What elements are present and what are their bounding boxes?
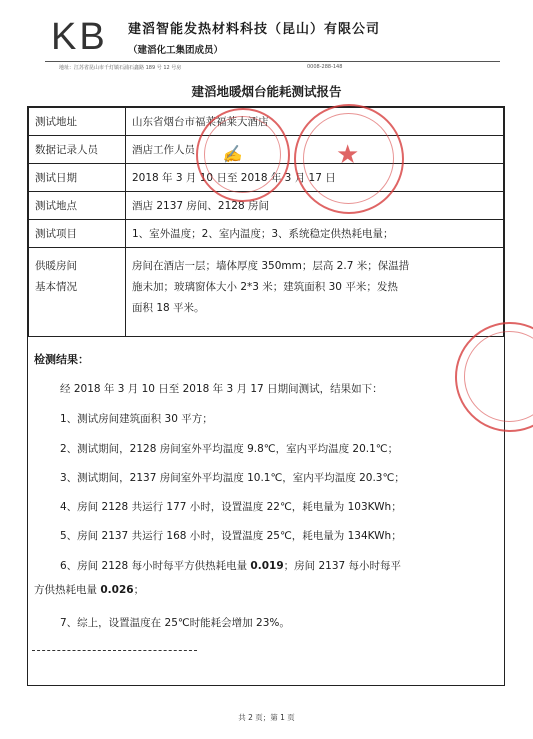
basic-line: 面积 18 平米。 (132, 302, 205, 314)
dashed-divider (32, 650, 197, 651)
result-item: 7、综上，设置温度在 25℃时能耗会增加 23%。 (60, 617, 290, 629)
result-item (60, 558, 401, 573)
info-label: 数据记录人员 (29, 136, 126, 164)
official-seal-left (196, 108, 290, 202)
basic-label-line1: 供暖房间 (35, 260, 77, 272)
info-value: 1、室外温度；2、室内温度；3、系统稳定供热耗电量； (126, 220, 504, 248)
header-divider (45, 61, 500, 62)
basic-label (29, 248, 126, 337)
result-value: 0.019 (250, 560, 284, 572)
official-seal-right (294, 104, 404, 214)
results-heading: 检测结果： (34, 353, 89, 366)
basic-value (126, 248, 504, 337)
info-value: 山东省烟台市福莱福莱大酒店 (126, 108, 504, 136)
letterhead (45, 10, 500, 72)
basic-label-line2: 基本情况 (35, 281, 77, 293)
info-label: 测试地址 (29, 108, 126, 136)
result-item: 2、测试期间，2128 房间室外平均温度 9.8℃，室内平均温度 20.1℃； (60, 443, 399, 455)
handwritten-signature: ✍ (220, 143, 244, 166)
basic-line: 施未加；玻璃窗体大小 2*3 米；建筑面积 30 平米；发热 (132, 281, 398, 293)
table-row (29, 220, 504, 248)
result-value: 0.026 (100, 584, 134, 596)
result-item-text: 方供热耗电量 (34, 584, 101, 596)
result-item: 3、测试期间，2137 房间室外平均温度 10.1℃，室内平均温度 20.3℃； (60, 472, 405, 484)
result-item-text: 6、房间 2128 每小时每平方供热耗电量 (60, 560, 251, 572)
result-item: 4、房间 2128 共运行 177 小时，设置温度 22℃，耗电量为 103KWh； (60, 501, 402, 513)
result-item: 1、测试房间建筑面积 30 平方； (60, 413, 213, 425)
company-logo: KB (51, 16, 108, 58)
company-subtitle: （建滔化工集团成员） (128, 45, 224, 56)
result-item-text: ；房间 2137 每小时每平 (283, 560, 402, 572)
result-item: 5、房间 2137 共运行 168 小时，设置温度 25℃，耗电量为 134KWh； (60, 530, 402, 542)
info-value: 酒店工作人员 (126, 136, 504, 164)
table-row (29, 248, 504, 337)
result-item-cont (34, 582, 144, 597)
company-address: 地址：江苏省昆山市千灯镇石浦石鑫路 189 号 12 号房 (59, 65, 182, 71)
basic-line: 房间在酒店一层；墙体厚度 350mm；层高 2.7 米；保温措 (132, 260, 410, 272)
page-footer: 共 2 页；第 1 页 (238, 713, 295, 722)
report-title: 建滔地暖烟台能耗测试报告 (191, 84, 342, 99)
seal-star-icon: ★ (336, 140, 360, 170)
info-label: 测试地点 (29, 192, 126, 220)
info-value: 酒店 2137 房间、2128 房间 (126, 192, 504, 220)
company-phone: 0008-288-148 (307, 64, 343, 70)
results-intro: 经 2018 年 3 月 10 日至 2018 年 3 月 17 日期间测试，结果如下： (60, 383, 383, 395)
info-value: 2018 年 3 月 10 日至 2018 年 3 月 17 日 (126, 164, 504, 192)
company-name: 建滔智能发热材料科技（昆山）有限公司 (128, 22, 381, 37)
info-label: 测试日期 (29, 164, 126, 192)
result-item-text: ； (133, 584, 145, 596)
info-label: 测试项目 (29, 220, 126, 248)
